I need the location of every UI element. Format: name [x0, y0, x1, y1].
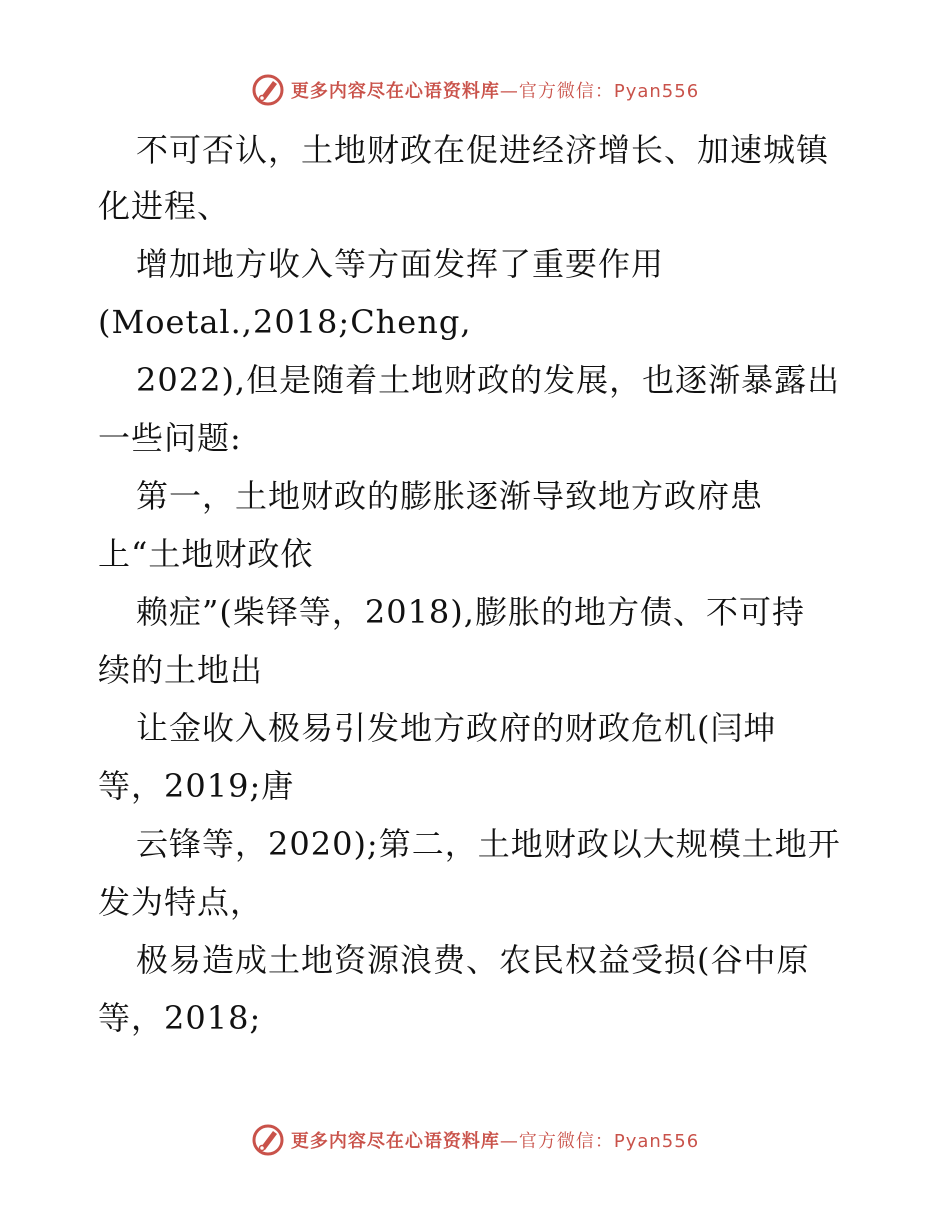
body-line: 让金收入极易引发地方政府的财政危机(闫坤 — [136, 709, 777, 747]
body-line: 不可否认，土地财政在促进经济增长、加速城镇 — [136, 131, 830, 169]
watermark-wechat-id: Pyan556 — [613, 1131, 700, 1152]
body-line: (Moetal.,2018;Cheng, — [98, 303, 472, 341]
body-line: 赖症”(柴铎等，2018),膨胀的地方债、不可持 — [136, 593, 805, 631]
body-line: 云锋等，2020);第二，土地财政以大规模土地开 — [136, 825, 841, 863]
watermark-wechat-label: 官方微信： — [518, 81, 614, 102]
watermark-brand: 更多内容尽在心语资料库 — [290, 81, 500, 102]
pen-seal-logo-icon — [251, 1123, 285, 1157]
watermark-wechat-id: Pyan556 — [613, 81, 700, 102]
body-line: 续的土地出 — [98, 651, 264, 689]
footer-watermark — [0, 1120, 950, 1160]
body-line: 发为特点， — [98, 883, 264, 921]
header-watermark — [0, 70, 950, 110]
watermark-group — [251, 73, 699, 107]
body-line: 化进程、 — [98, 187, 231, 225]
body-line: 极易造成土地资源浪费、农民权益受损(谷中原 — [136, 941, 810, 979]
watermark-separator: — — [499, 1131, 519, 1152]
body-line: 等，2018; — [98, 999, 262, 1037]
watermark-group — [251, 1123, 699, 1157]
watermark-wechat-label: 官方微信： — [518, 1131, 614, 1152]
body-line: 等，2019;唐 — [98, 767, 295, 805]
watermark-text — [291, 1127, 699, 1153]
body-line: 上“土地财政依 — [98, 535, 314, 573]
body-line: 一些问题: — [98, 419, 242, 457]
watermark-brand: 更多内容尽在心语资料库 — [290, 1131, 500, 1152]
pen-seal-logo-icon — [251, 73, 285, 107]
body-line: 2022),但是随着土地财政的发展，也逐渐暴露出 — [136, 361, 841, 399]
body-line: 增加地方收入等方面发挥了重要作用 — [136, 245, 665, 283]
body-line: 第一，土地财政的膨胀逐渐导致地方政府患 — [136, 477, 764, 515]
watermark-separator: — — [499, 81, 519, 102]
watermark-text — [291, 77, 699, 103]
